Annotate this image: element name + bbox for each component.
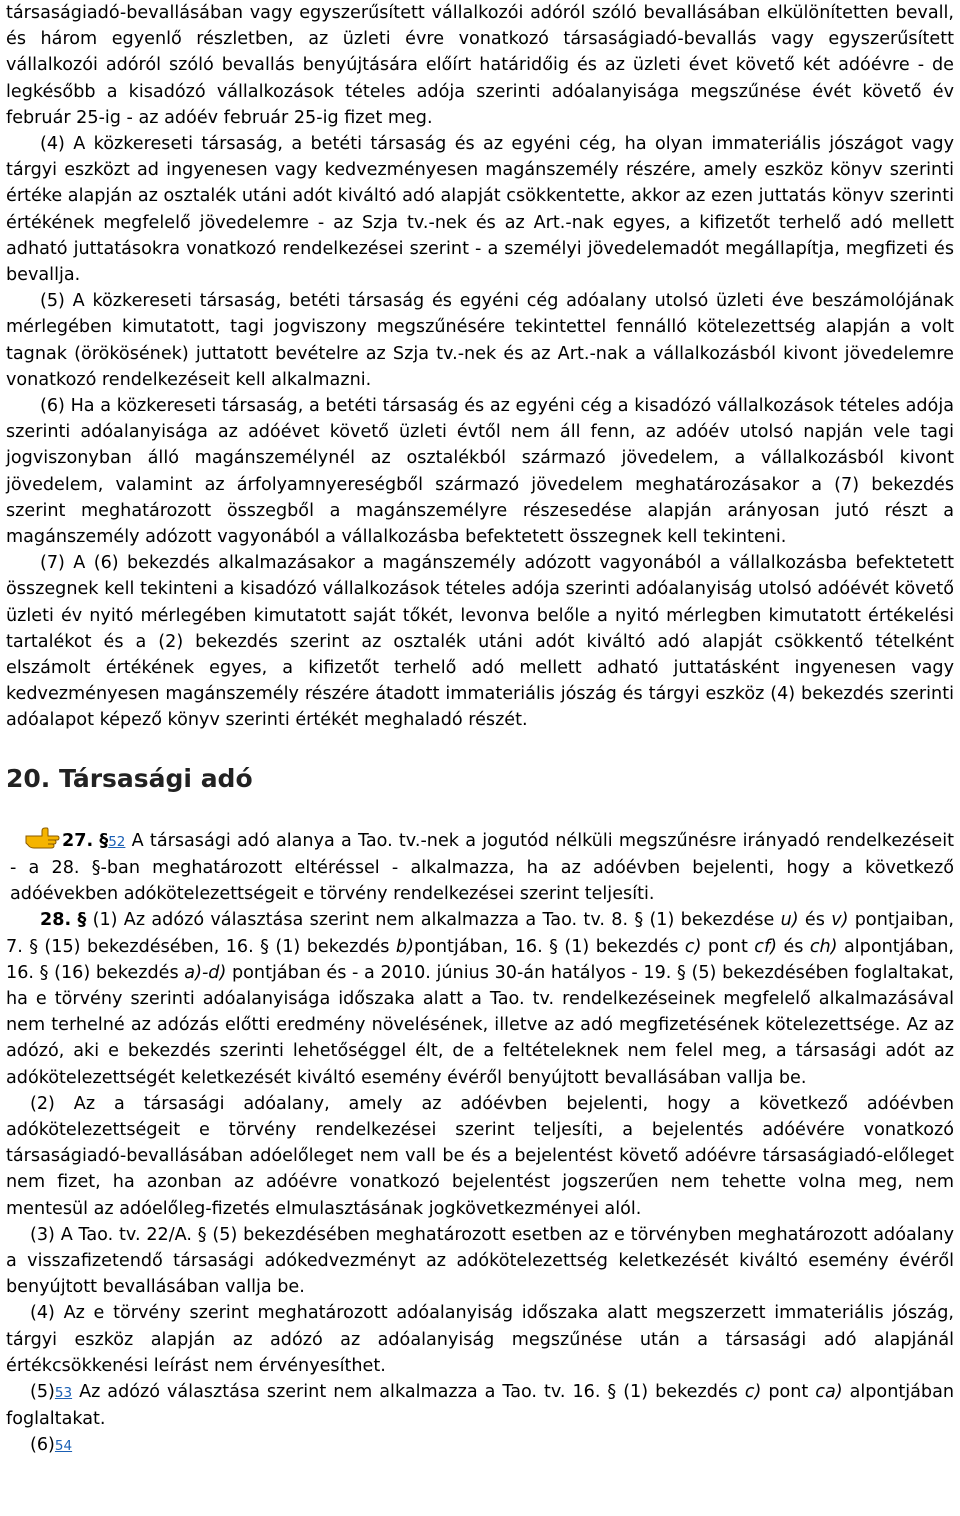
point-ref: b) (395, 936, 414, 957)
text-run: pont (761, 1381, 816, 1402)
paragraph-7: (7) A (6) bekezdés alkalmazásakor a magánszemély adózott vagyonából a vállalkozásba befektetett összegnek kell tekinteni a kisadózó vállalkozások tételes adója szerinti adóalanyiság utolsó adóévét követő üzleti év nyitó mérlegében kimutatott saját tőkét, levonva belőle a nyitó mérlegben kimutatott értékelési tartalékot és a (2) bekezdés szerint az osztalék utáni adót kiváltó adó alapját csökkentő tételként elszámolt értékének egyes, a kifizetőt terhelő adó mellett adható juttatásként ingyenesen vagy kedvezményesen magánszemély részére átadott immateriális jószág és tárgyi eszköz (4) bekezdés szerinti adóalapot képező könyv szerinti értékét meghaladó részét. (6, 553, 954, 731)
text-run: és (777, 936, 810, 957)
section-27-sign: § (99, 830, 109, 851)
point-ref: ca) (815, 1381, 843, 1402)
paragraph-5: (5) A közkereseti társaság, betéti társaság és egyéni cég adóalany utolsó üzleti éve beszámolójának mérlegében kimutatott, tagi jogviszony megszűnésére tekintettel fennálló kötelezettség alapján a volt tagnak (örökösének) juttatott bevételre az Szja tv.-nek és az Art.-nak a vállalkozásból kivont jövedelemre vonatkozó rendelkezéseit kell alkalmazni. (6, 291, 954, 390)
text-run: pontjaiban, 7. § (15) bekezdésében, 16. § (1) bekezdés (6, 910, 955, 957)
text-run: pontjában, 16. § (1) bekezdés (413, 936, 685, 957)
section-27-text (10, 827, 954, 908)
footnote-link-52[interactable]: 52 (108, 833, 126, 850)
point-ref: cf) (754, 936, 778, 957)
text-run: pont (701, 936, 755, 957)
text-run: és (798, 910, 832, 931)
text-run: alpontjában foglaltakat. (6, 1381, 955, 1430)
section-27-body: A társasági adó alanya a Tao. tv.-nek a jogutód nélküli megszűnésre irányadó rendelkezéseit - a 28. §-ban meghatározott eltéréssel - alkalmazza, ha az adóévben bejelenti, hogy a következő adóévekben adókötelezettségeit e törvény rendelkezései szerint teljesíti. (10, 830, 954, 905)
section-28-para-2: (2) Az a társasági adóalany, amely az adóévben bejelenti, hogy a következő adóévben adókötelezettségeit e törvény rendelkezései szerint teljesíti, a bejelentés adóévére vonatkozó társaságiadó-bevallásában adóelőleget nem vall be és a bejelentést követő adóévre társaságiadó-előleget nem fizet, ha azonban az adóévre vonatkozó bejelentést jogszerűen nem tehette volna meg, nem mentesül az adóelőleg-fizetés elmulasztásának jogkövetkezményei alól. (6, 1093, 954, 1219)
text-run: pontjában és - a 2010. június 30-án hatályos - 19. § (5) bekezdésében foglaltakat, ha e törvény szerinti adóalanyisága időszaka alatt a Tao. tv. rendelkezéseinek megfelelő alkalmazásával nem terhelné az adózás előtti eredmény növelésének, illetve az adó megfizetésének kötelezettsége. Az az adózó, aki e bekezdés szerinti lehetőséggel élt, de a feltételeknek nem felel meg, a társasági adót az adókötelezettségét keletkezését kiváltó esemény évéről benyújtott bevallásában vallja be. (6, 962, 954, 1088)
section-heading: 20. Társasági adó (6, 763, 253, 793)
section-28 (6, 907, 954, 1459)
point-ref: a)-d) (184, 962, 227, 983)
point-ref: u) (780, 910, 799, 931)
point-ref: c) (744, 1381, 762, 1402)
section-28-sign: § (77, 910, 87, 931)
point-ref: ch) (809, 936, 838, 957)
pointing-hand-icon (24, 827, 60, 849)
para-number: (6) (30, 1435, 55, 1456)
section-28-para-6 (6, 1432, 954, 1459)
point-ref: c) (684, 936, 702, 957)
point-ref: v) (831, 910, 849, 931)
section-28-para-1 (6, 907, 954, 1090)
section-27-number: 27. (62, 830, 94, 851)
section-28-para-5 (6, 1379, 954, 1432)
footnote-link-53[interactable]: 53 (54, 1384, 73, 1401)
paragraph-4: (4) A közkereseti társaság, a betéti társaság és az egyéni cég, ha olyan immateriális jószágot vagy tárgyi eszközt ad ingyenesen vagy kedvezményesen magánszemély részére, amely eszköz könyv szerinti értéke alapján az osztalék utáni adót kiváltó adó alapját csökkentette, akkor az ezen juttatás könyv szerinti értékének megfelelő jövedelemre - az Szja tv.-nek és az Art.-nak egyes, a kifizetőt terhelő adó mellett adható juttatásokra vonatkozó rendelkezései szerint - a személyi jövedelemadót megállapítja, megfizeti és bevallja. (6, 134, 954, 286)
text-run: (1) Az adózó választása szerint nem alkalmazza a Tao. tv. 8. § (1) bekezdése (86, 910, 781, 931)
section-28-para-4: (4) Az e törvény szerint meghatározott adóalanyiság időszaka alatt megszerzett immateriális jószág, tárgyi eszköz alapján az adózó az adóalanyiság megszűnése után a társasági adó alapjánál értékcsökkenési leírást nem érvényesíthet. (6, 1303, 954, 1376)
para-number: (5) (30, 1381, 55, 1402)
paragraph-continuation: társaságiadó-bevallásában vagy egyszerűsített vállalkozói adóról szóló bevallásában elkülönítetten bevall, és három egyenlő részletben, az üzleti évre vonatkozó társaságiadó-bevallás vagy egyszerűsített vállalkozói adóról szóló bevallás benyújtására előírt határidőig és az üzleti évet követő két adóévre - de legkésőbb a kisadózó vállalkozások tételes adója szerinti adóalanyisága megszűnése évét követő év február 25-ig - az adóév február 25-ig fizet meg. (6, 3, 954, 128)
section-28-para-3: (3) A Tao. tv. 22/A. § (5) bekezdésében meghatározott esetben az e törvényben meghatározott adóalany a visszafizetendő társasági adókedvezményt az adókötelezettség keletkezését kiváltó esemény évéről benyújtott bevallásában vallja be. (6, 1224, 954, 1298)
text-run: alpontjában, 16. § (16) bekezdés (6, 936, 954, 983)
footnote-link-54[interactable]: 54 (54, 1438, 73, 1455)
paragraph-6: (6) Ha a közkereseti társaság, a betéti társaság és az egyéni cég a kisadózó vállalkozások tételes adója szerinti adóalanyisága az adóévet követő üzleti évtől nem áll fenn, az adóév utolsó napján vele tagi jogviszonyban álló magánszemélynél az osztalékból származó jövedelem, a vállalkozásból kivont jövedelem, valamint az árfolyamnyereségből származó jövedelem meghatározásakor a (7) bekezdés szerint meghatározott összegből a magánszemélyre részesedése alapján arányosan jutó részt a magánszemély adózott vagyonából a vállalkozásba befektetett összegnek kell tekinteni. (6, 396, 954, 548)
text-run: Az adózó választása szerint nem alkalmazza a Tao. tv. 16. § (1) bekezdés (72, 1381, 745, 1402)
section-28-number: 28. (40, 910, 72, 931)
section-27 (6, 827, 954, 908)
